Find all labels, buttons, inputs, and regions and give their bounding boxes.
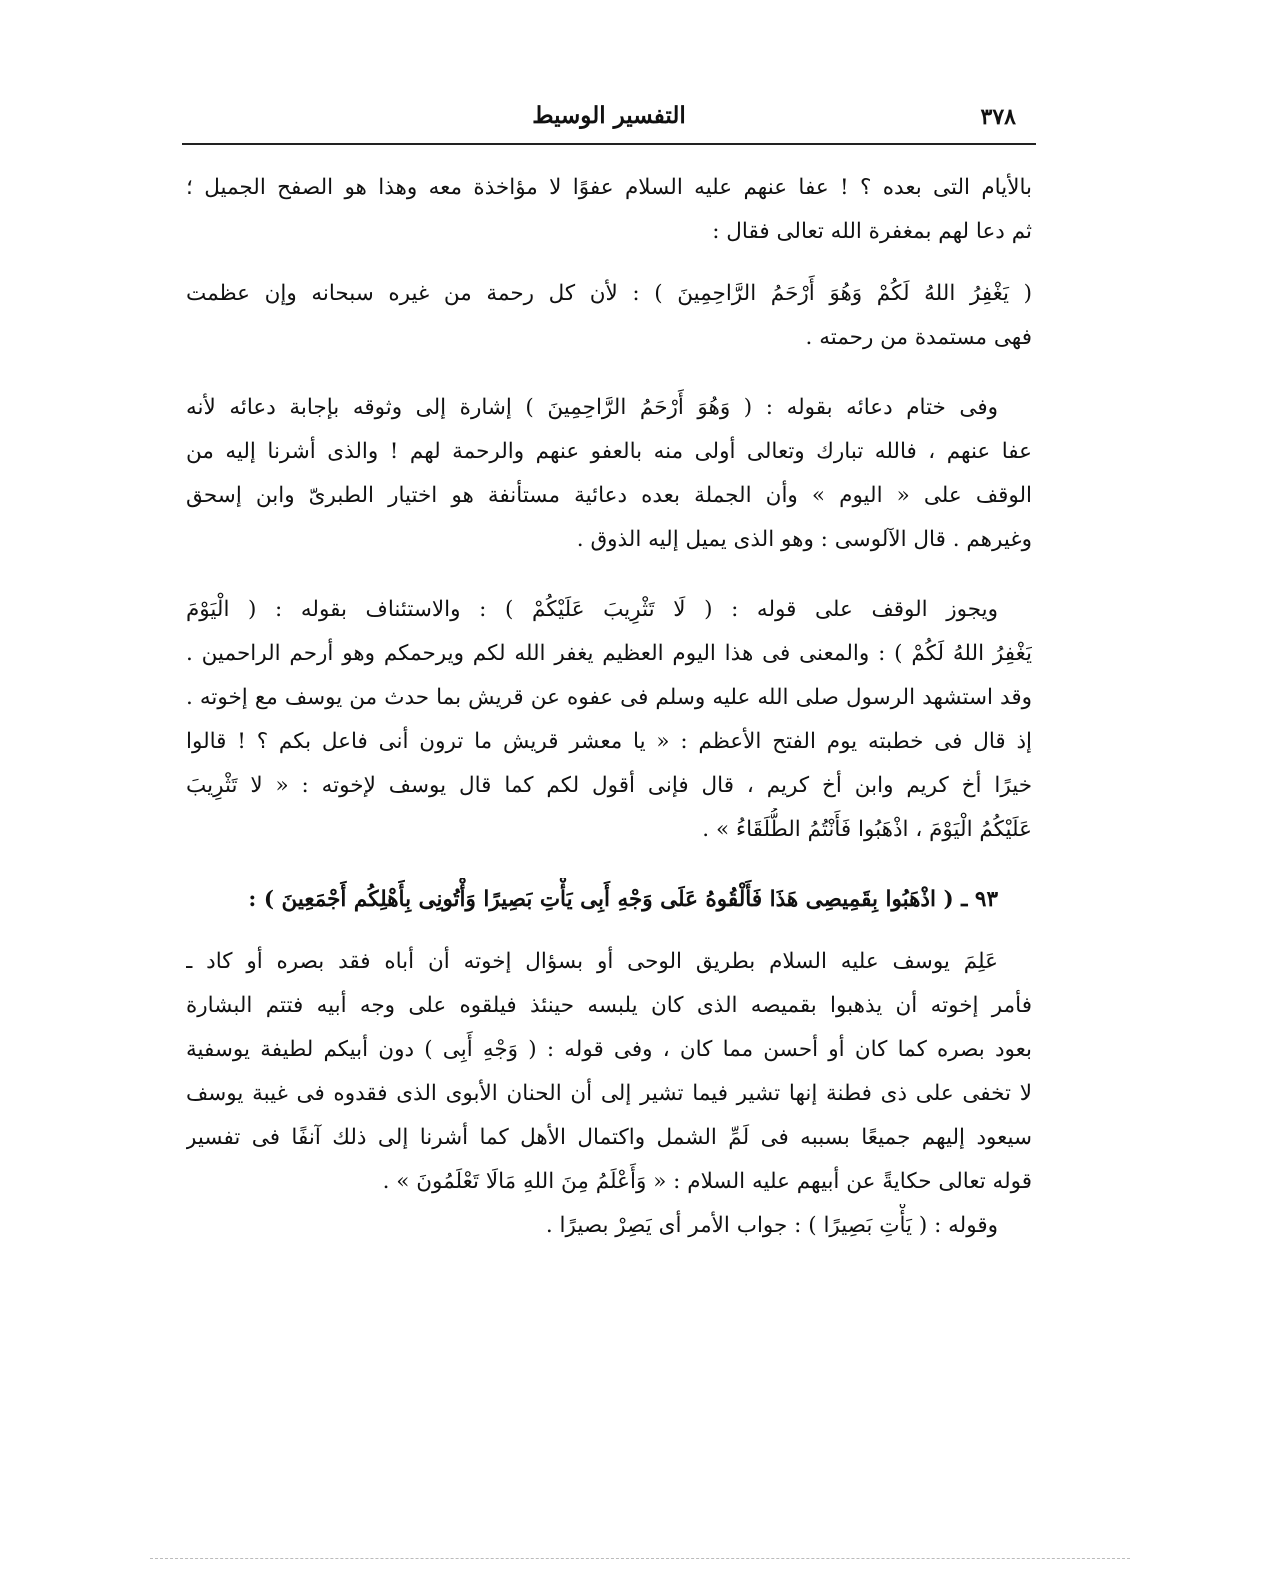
body-text bbox=[186, 166, 1032, 1248]
header-rule bbox=[182, 143, 1036, 145]
text-line: فهى مستمدة من رحمته . bbox=[805, 325, 1032, 350]
text-line: بالأيام التى بعده ؟ ! عفا عنهم عليه السلام عفوًا لا مؤاخذة معه وهذا هو الصفح الجميل ؛ bbox=[186, 175, 1032, 200]
text-line: وغيرهم . قال الآلوسى : وهو الذى يميل إليه الذوق . bbox=[576, 527, 1032, 552]
paragraph-2 bbox=[186, 272, 1032, 360]
text-line: وقوله : ( يَأْتِ بَصِيرًا ) : جواب الأمر أى يَصِرْ بصيرًا . bbox=[545, 1213, 998, 1238]
page-bottom-edge bbox=[150, 1558, 1130, 1559]
text-line: عَلِمَ يوسف عليه السلام بطريق الوحى أو بسؤال إخوته أن أباه فقد بصره أو كاد ـ bbox=[186, 949, 998, 974]
book-title: التفسير الوسيط bbox=[532, 102, 686, 129]
text-line: وقد استشهد الرسول صلى الله عليه وسلم فى عفوه عن قريش بما حدث من يوسف مع إخوته . bbox=[186, 685, 1032, 710]
text-line: يَغْفِرُ اللهُ لَكُمْ ) : والمعنى فى هذا اليوم العظيم يغفر الله لكم ويرحمكم وهو أرحم الراحمين . bbox=[186, 641, 1032, 666]
verse-heading-text: ٩٣ ـ ( اذْهَبُوا بِقَمِيصِى هَذَا فَأَلْقُوهُ عَلَى وَجْهِ أَبِى يَأْتِ بَصِيرًا وَأْتُونِى بِأَهْلِكُم أَجْمَعِينَ ) : bbox=[248, 887, 998, 912]
text-line: خيرًا أخ كريم وابن أخ كريم ، قال فإنى أقول لكم كما قال يوسف لإخوته : « لا تَثْرِيبَ bbox=[186, 773, 1032, 798]
paragraph-4 bbox=[186, 588, 1032, 852]
text-line: إذ قال فى خطبته يوم الفتح الأعظم : « يا معشر قريش ما ترون أنى فاعل بكم ؟ ! قالوا bbox=[186, 729, 1032, 754]
paragraph-gap bbox=[186, 852, 1032, 878]
text-line: سيعود إليهم جميعًا بسببه فى لَمِّ الشمل واكتمال الأهل كما أشرنا إلى ذلك آنفًا فى تفسير bbox=[186, 1125, 1032, 1150]
paragraph-3 bbox=[186, 386, 1032, 562]
paragraph-gap bbox=[186, 922, 1032, 940]
text-line: ويجوز الوقف على قوله : ( لَا تَثْرِيبَ عَلَيْكُمْ ) : والاستئناف بقوله : ( الْيَوْمَ bbox=[186, 597, 998, 622]
paragraph-1 bbox=[186, 166, 1032, 254]
paragraph-gap bbox=[186, 254, 1032, 272]
page-number: ٣٧٨ bbox=[980, 104, 1016, 130]
text-line: عَلَيْكُمُ الْيَوْمَ ، اذْهَبُوا فَأَنْتُمُ الطُّلَقَاءُ » . bbox=[702, 817, 1032, 842]
text-line: فأمر إخوته أن يذهبوا بقميصه الذى كان يلبسه حينئذ فيلقوه على وجه أبيه فتتم البشارة bbox=[186, 993, 1032, 1018]
text-line: لا تخفى على ذى فطنة إنها تشير فيما تشير إلى أن الحنان الأبوى الذى فقدوه فى غيبة يوسف bbox=[186, 1081, 1032, 1106]
paragraph-gap bbox=[186, 360, 1032, 386]
verse-heading bbox=[186, 878, 1032, 922]
text-line: ثم دعا لهم بمغفرة الله تعالى فقال : bbox=[712, 219, 1032, 244]
text-line: عفا عنهم ، فالله تبارك وتعالى أولى منه بالعفو عنهم والرحمة لهم ! والذى أشرنا إليه من bbox=[186, 439, 1032, 464]
text-line: ( يَغْفِرُ اللهُ لَكُمْ وَهُوَ أَرْحَمُ الرَّاحِمِينَ ) : لأن كل رحمة من غيره سبحانه وإن عظمت bbox=[186, 281, 1032, 306]
text-line: وفى ختام دعائه بقوله : ( وَهُوَ أَرْحَمُ الرَّاحِمِينَ ) إشارة إلى وثوقه بإجابة دعائه لأنه bbox=[186, 395, 998, 420]
text-line: بعود بصره كما كان أو أحسن مما كان ، وفى قوله : ( وَجْهِ أَبِى ) دون أبيكم لطيفة يوسفية bbox=[186, 1037, 1032, 1062]
running-head bbox=[182, 100, 1036, 140]
paragraph-6 bbox=[186, 940, 1032, 1248]
paragraph-gap bbox=[186, 562, 1032, 588]
text-line: قوله تعالى حكايةً عن أبيهم عليه السلام : « وَأَعْلَمُ مِنَ اللهِ مَالَا تَعْلَمُونَ » . bbox=[382, 1169, 1032, 1194]
text-line: الوقف على « اليوم » وأن الجملة بعده دعائية مستأنفة هو اختيار الطبرىّ وابن إسحق bbox=[186, 483, 1032, 508]
